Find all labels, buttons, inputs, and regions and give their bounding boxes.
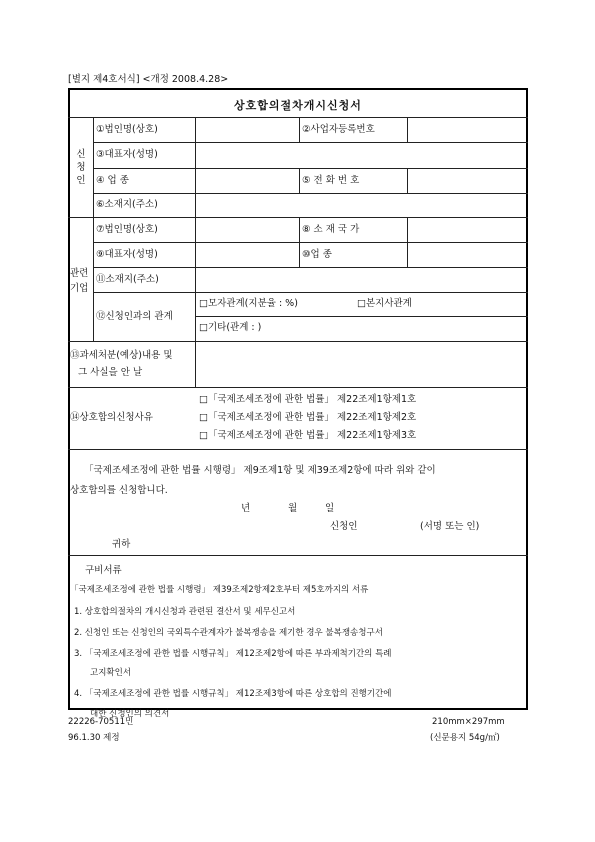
applicant-business-type-label: ④ 업 종: [96, 175, 129, 186]
applicant-address-label: ⑥소재지(주소): [96, 199, 158, 210]
declaration-line-2: 상호합의를 신청합니다.: [70, 485, 168, 496]
date-month-label: 월: [288, 503, 298, 514]
paper-type: (신문용지 54g/㎡): [430, 733, 500, 743]
related-representative-label: ⑨대표자(성명): [96, 249, 158, 260]
applicant-biz-reg-no-field[interactable]: [408, 118, 527, 142]
applicant-corp-name-field[interactable]: [196, 118, 298, 142]
applicant-biz-reg-no-label: ②사업자등록번호: [302, 124, 375, 135]
document-item: 4. 「국제조세조정에 관한 법률 시행규칙」 제12조제3항에 따른 상호합의 진행기간에: [74, 689, 392, 699]
document-item: 3. 「국제조세조정에 관한 법률 시행규칙」 제12조제2항에 따른 부과제척기간의 특례: [74, 649, 392, 659]
related-section-label-1: 관련: [70, 268, 89, 279]
reason-option-3[interactable]: □「국제조세조정에 관한 법률」 제22조제1항제3호: [199, 430, 417, 441]
document-item: 대한 신청인의 의견서: [90, 709, 170, 719]
divider: [299, 168, 300, 193]
applicant-business-type-field[interactable]: [196, 169, 298, 193]
divider: [93, 117, 94, 341]
paper-size: 210mm×297mm: [432, 717, 505, 727]
documents-intro: 「국제조세조정에 관한 법률 시행령」 제39조제2항제2호부터 제5호까지의 서류: [70, 585, 369, 595]
applicant-address-field[interactable]: [196, 194, 527, 217]
applicant-corp-name-label: ①법인명(상호): [96, 124, 158, 135]
form-established-date: 96.1.30 제정: [68, 733, 120, 743]
form-number-label: [별지 제4호서식] <개정 2008.4.28>: [68, 74, 229, 85]
divider: [68, 555, 528, 556]
related-representative-field[interactable]: [196, 243, 298, 267]
reason-option-2[interactable]: □「국제조세조정에 관한 법률」 제22조제1항제2호: [199, 412, 417, 423]
relation-option-parent[interactable]: □모자관계(지분율 : %): [199, 298, 298, 309]
declaration-line-1: 「국제조세조정에 관한 법률 시행령」 제9조제1항 및 제39조제2항에 따라 위와 같이: [84, 465, 436, 476]
related-business-type-label: ⑩업 종: [302, 249, 332, 260]
related-corp-name-field[interactable]: [196, 218, 298, 242]
document-item: 고지확인서: [90, 668, 132, 678]
tax-disposition-label-1: ⑬과세처분(예상)내용 및: [70, 350, 173, 361]
date-day-label: 일: [325, 503, 335, 514]
related-country-label: ⑧ 소 재 국 가: [302, 224, 360, 235]
form-title: 상호합의절차개시신청서: [234, 99, 362, 112]
related-address-label: ⑪소재지(주소): [96, 274, 159, 285]
signatory-label: 신청인: [330, 521, 358, 532]
applicant-phone-label: ⑤ 전 화 번 호: [302, 175, 360, 186]
applicant-representative-label: ③대표자(성명): [96, 149, 158, 160]
related-relation-label: ⑫신청인과의 관계: [96, 311, 173, 322]
reason-option-1[interactable]: □「국제조세조정에 관한 법률」 제22조제1항제1호: [199, 394, 417, 405]
applicant-representative-field[interactable]: [196, 143, 527, 167]
relation-option-other[interactable]: □기타(관계 : ): [199, 322, 262, 333]
related-country-field[interactable]: [408, 218, 527, 242]
signature-label: (서명 또는 인): [420, 521, 480, 532]
related-section-label-2: 기업: [70, 283, 89, 294]
tax-disposition-label-2: 그 사실을 안 날: [78, 367, 143, 378]
divider: [299, 217, 300, 267]
document-item: 1. 상호합의절차의 개시신청과 관련된 결산서 및 세무신고서: [74, 607, 296, 617]
documents-heading: 구비서류: [85, 565, 122, 576]
related-business-type-field[interactable]: [408, 243, 527, 267]
divider: [299, 117, 300, 142]
relation-option-branch[interactable]: □본지사관계: [357, 298, 412, 309]
reason-label: ⑭상호합의신청사유: [70, 412, 153, 423]
applicant-phone-field[interactable]: [408, 169, 527, 193]
document-item: 2. 신청인 또는 신청인의 국외특수관계자가 불복쟁송을 제기한 경우 불복쟁송청구서: [74, 628, 383, 638]
divider: [68, 387, 528, 388]
applicant-section-label: 신청인: [76, 149, 86, 186]
divider: [68, 449, 528, 450]
tax-disposition-field[interactable]: [196, 342, 527, 386]
date-year-label: 년: [241, 503, 251, 514]
addressee-label: 귀하: [112, 539, 131, 550]
form-code: 22226-70511민: [68, 717, 134, 727]
divider: [93, 292, 528, 293]
divider: [195, 316, 528, 317]
related-corp-name-label: ⑦법인명(상호): [96, 224, 158, 235]
related-address-field[interactable]: [196, 268, 527, 292]
